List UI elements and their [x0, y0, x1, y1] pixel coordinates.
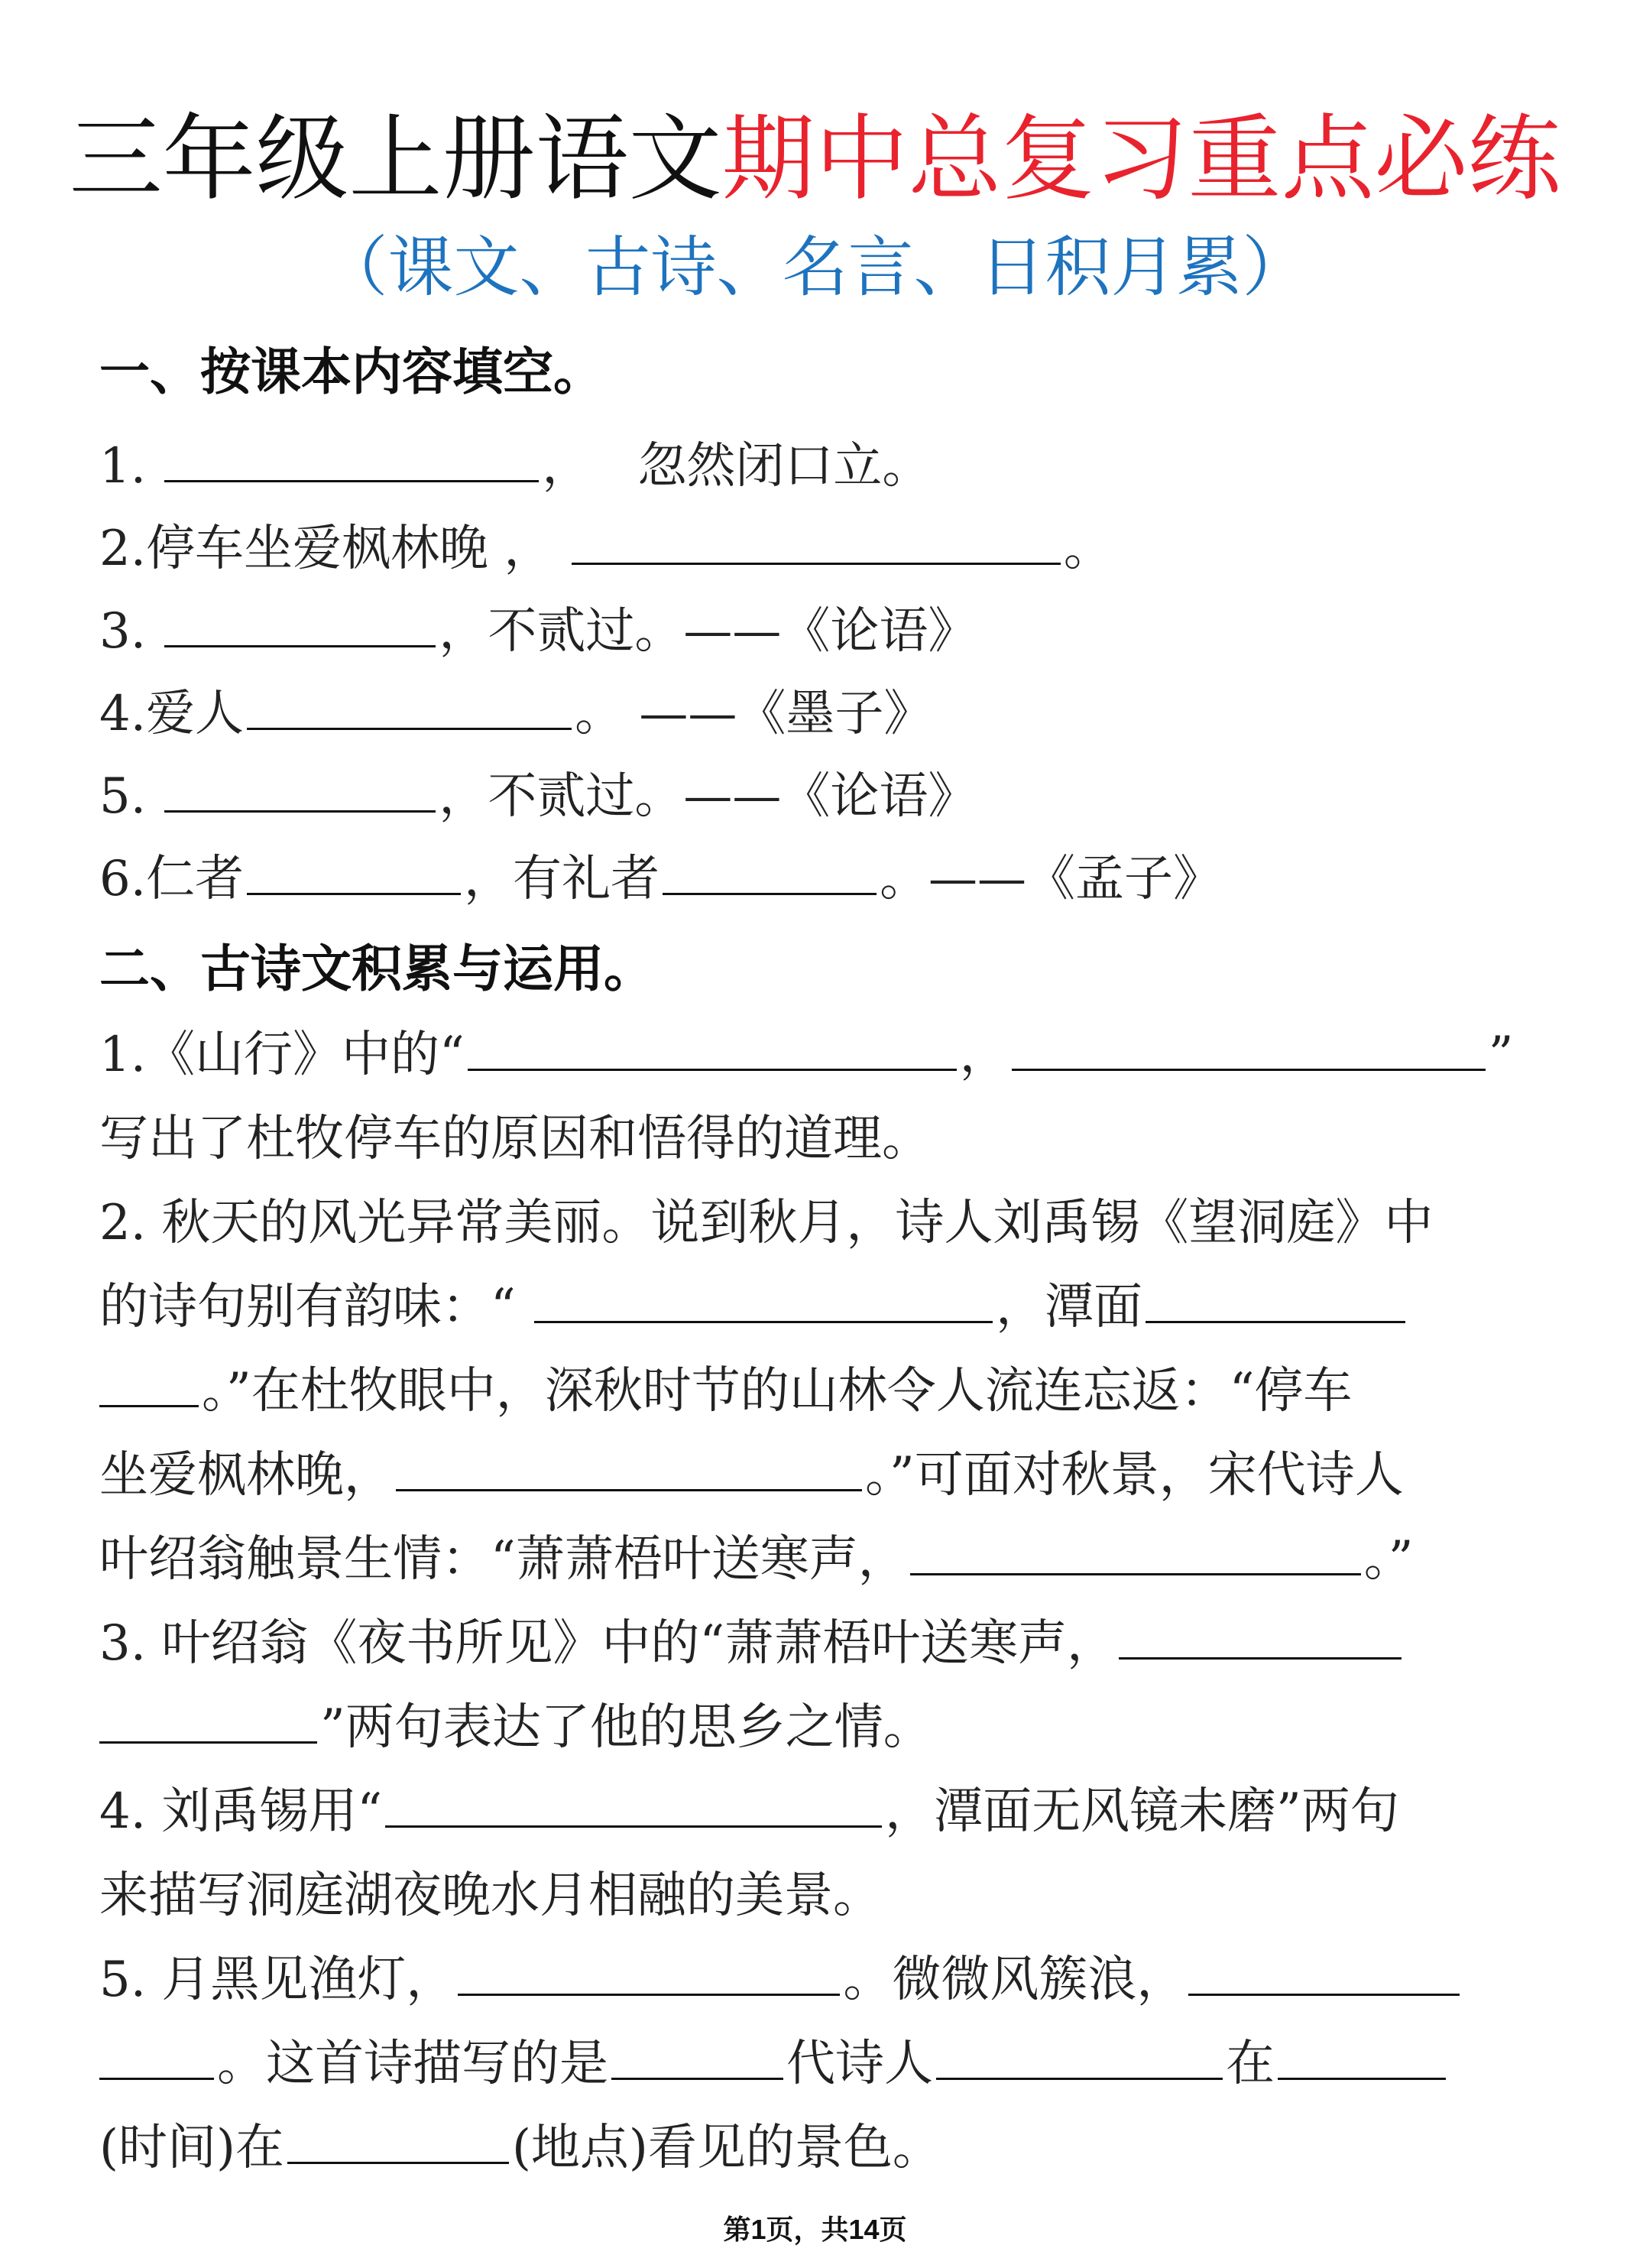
answer-blank[interactable]	[164, 761, 436, 813]
s2-q4-line2: 来描写洞庭湖夜晚水月相融的美景。	[99, 1867, 882, 1924]
section1-heading: 一、按课本内容填空。	[99, 342, 604, 401]
page-footer: 第1页，共14页	[723, 2214, 907, 2245]
answer-blank[interactable]	[1119, 1608, 1402, 1660]
s2-q1-line2: 写出了杜牧停车的原因和悟得的道理。	[99, 1111, 931, 1167]
answer-blank[interactable]	[1146, 1272, 1405, 1323]
answer-blank[interactable]	[99, 2029, 214, 2080]
s2-q5-line2: 。这首诗描写的是 代诗人 在	[99, 2026, 1536, 2102]
s2-q1-line1: 1.《山行》中的“ ， ”	[99, 1017, 1536, 1093]
answer-blank[interactable]	[611, 2029, 783, 2080]
answer-blank[interactable]	[164, 596, 436, 647]
answer-blank[interactable]	[99, 1356, 199, 1407]
title-red-part: 期中总复习重点必练	[721, 105, 1561, 213]
s2-q2-line2: 的诗句别有韵味：“ ，潭面	[99, 1269, 1536, 1345]
answer-blank[interactable]	[247, 844, 461, 895]
s2-q2-line4: 坐爱枫林晚， 。”可面对秋景，宋代诗人	[99, 1437, 1536, 1514]
s1-item-6: 6.仁者 ，有礼者 。——《孟子》	[99, 841, 1536, 917]
answer-blank[interactable]	[396, 1440, 862, 1491]
answer-blank[interactable]	[287, 2113, 509, 2164]
s2-q2-line1: 2. 秋天的风光异常美丽。说到秋月，诗人刘禹锡《望洞庭》中	[99, 1195, 1434, 1251]
s2-q5-line3: (时间)在 (地点)看见的景色。	[99, 2110, 1536, 2186]
answer-blank[interactable]	[385, 1776, 882, 1828]
s2-q5-line1: 5. 月黑见渔灯， 。微微风簇浪，	[99, 1942, 1536, 2018]
s2-q3-line2: ”两句表达了他的思乡之情。	[99, 1689, 1536, 1766]
answer-blank[interactable]	[572, 514, 1061, 565]
answer-blank[interactable]	[936, 2029, 1223, 2080]
answer-blank[interactable]	[910, 1524, 1361, 1575]
answer-blank[interactable]	[663, 844, 877, 895]
answer-blank[interactable]	[468, 1020, 957, 1071]
answer-blank[interactable]	[164, 431, 539, 482]
answer-blank[interactable]	[99, 1692, 317, 1744]
s2-q3-line1: 3. 叶绍翁《夜书所见》中的“萧萧梧叶送寒声，	[99, 1605, 1536, 1682]
answer-blank[interactable]	[247, 679, 572, 730]
s2-q2-line3: 。”在杜牧眼中，深秋时节的山林令人流连忘返：“停车	[99, 1353, 1536, 1429]
page-subtitle: （课文、古诗、名言、日积月累）	[322, 229, 1308, 306]
answer-blank[interactable]	[534, 1272, 993, 1323]
answer-blank[interactable]	[458, 1945, 840, 1996]
s1-item-2: 2.停车坐爱枫林晚 ， 。	[99, 511, 1536, 587]
answer-blank[interactable]	[1188, 1945, 1460, 1996]
answer-blank[interactable]	[1278, 2029, 1446, 2080]
s1-item-4: 4.爱人 。 ——《墨子》	[99, 676, 1536, 752]
s1-item-5: 5. ，不贰过。——《论语》	[99, 758, 1536, 835]
s2-q2-line5: 叶绍翁触景生情：“萧萧梧叶送寒声， 。”	[99, 1521, 1536, 1598]
answer-blank[interactable]	[1012, 1020, 1486, 1071]
title-black-part: 三年级上册语文	[69, 105, 722, 213]
page-title	[0, 98, 1630, 220]
s2-q4-line1: 4. 刘禹锡用“ ，潭面无风镜未磨”两句	[99, 1773, 1536, 1850]
s1-item-3: 3. ，不贰过。——《论语》	[99, 593, 1536, 670]
section2-heading: 二、古诗文积累与运用。	[99, 939, 654, 998]
s1-item-1: 1. ， 忽然闭口立。	[99, 428, 1536, 505]
